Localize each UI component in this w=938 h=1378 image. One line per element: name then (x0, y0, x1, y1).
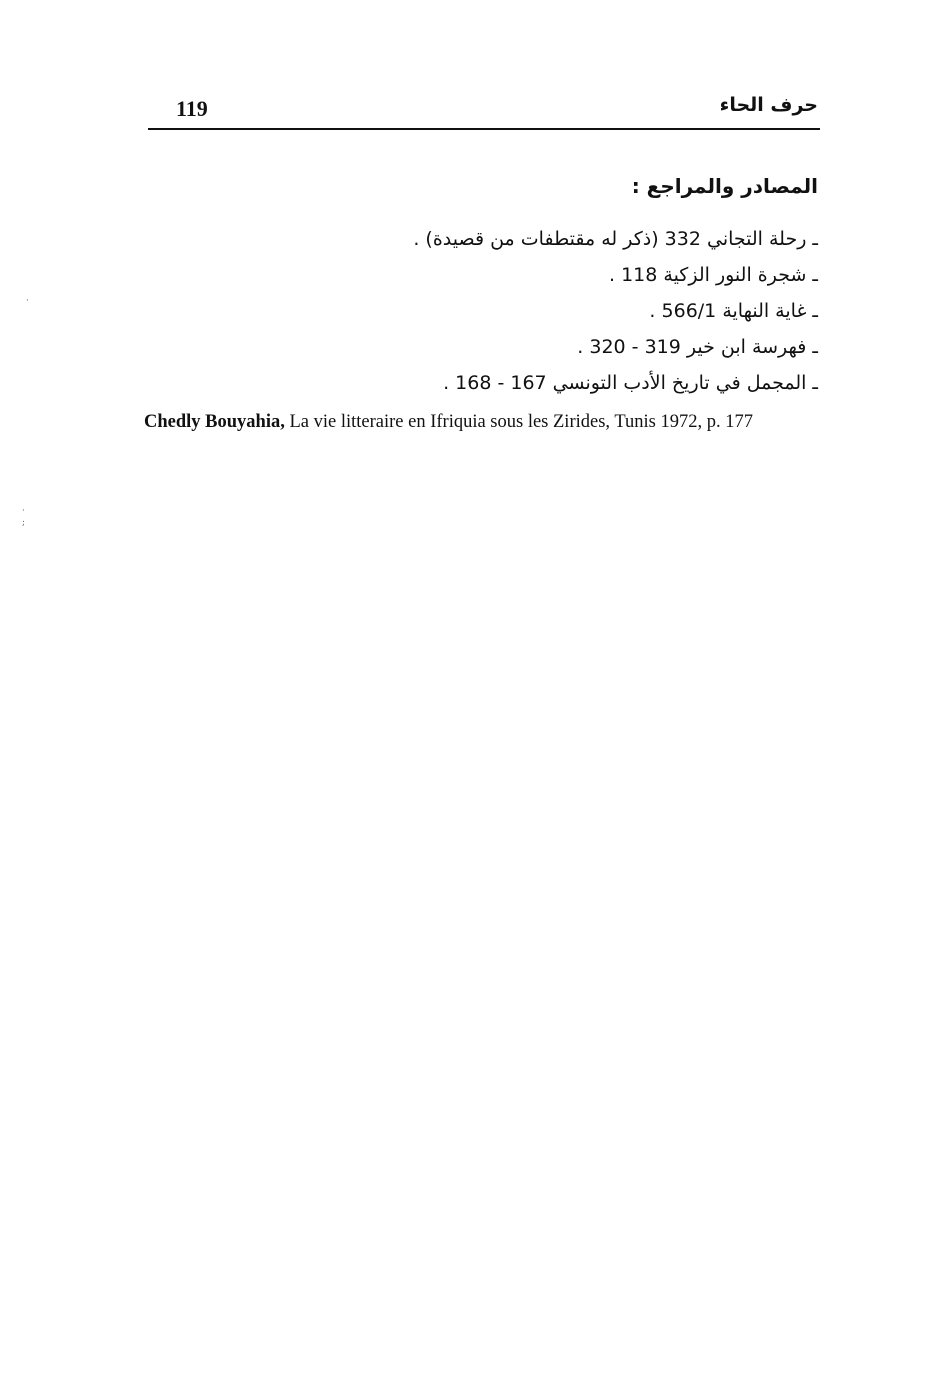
reference-list (258, 222, 818, 402)
latin-reference-text: La vie litteraire en Ifriquia sous les Zirides, Tunis 1972, p. 177 (284, 412, 753, 432)
reference-item: ـ شجرة النور الزكية 118 . (608, 264, 818, 286)
latin-reference-author: Chedly Bouyahia, (144, 412, 285, 432)
reference-item: ـ رحلة التجاني 332 (ذكر له مقتطفات من قصيدة) . (413, 228, 818, 250)
scan-speck: · (22, 506, 25, 516)
scan-speck: ; (22, 518, 26, 528)
latin-reference (144, 412, 753, 433)
reference-item: ـ المجمل في تاريخ الأدب التونسي 167 - 168 . (443, 372, 818, 394)
reference-item: ـ فهرسة ابن خير 319 - 320 . (577, 336, 818, 358)
section-title: المصادر والمراجع : (631, 174, 818, 198)
scan-speck: · (26, 296, 29, 306)
running-head-title: حرف الحاء (719, 94, 818, 116)
reference-item: ـ غاية النهاية 566/1 . (649, 300, 818, 322)
header-rule (148, 128, 820, 130)
page-number: 119 (176, 96, 208, 121)
